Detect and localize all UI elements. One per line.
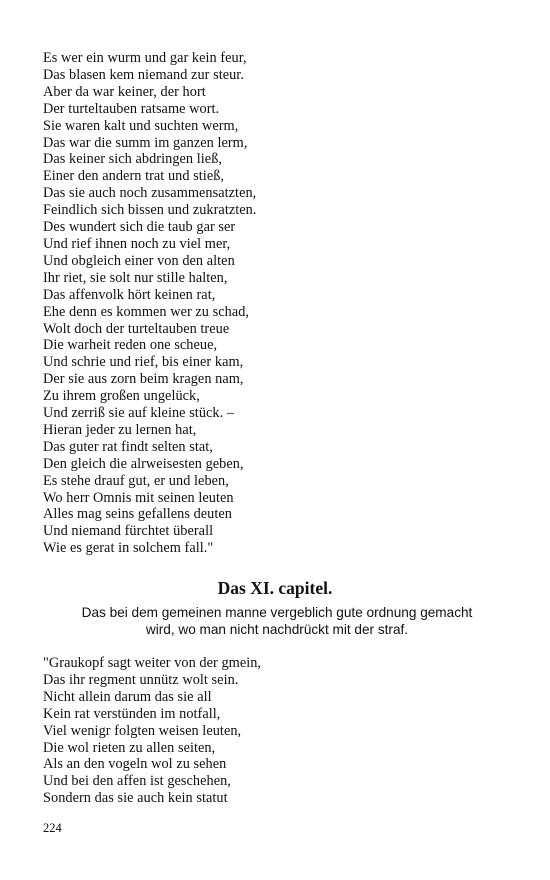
verse-line: Feindlich sich bissen und zukratzten. bbox=[43, 202, 257, 219]
verse-line: Das affenvolk hört keinen rat, bbox=[43, 286, 216, 303]
verse-line: Hieran jeder zu lernen hat, bbox=[43, 421, 197, 438]
verse-line: Das sie auch noch zusammensatzten, bbox=[43, 185, 257, 202]
verse-line: Das ihr regment unnütz wolt sein. bbox=[43, 671, 239, 688]
verse-line: Die warheit reden one scheue, bbox=[43, 337, 218, 354]
verse-line: Die wol rieten zu allen seiten, bbox=[43, 739, 216, 756]
verse-line: Kein rat verstünden im notfall, bbox=[43, 705, 221, 722]
verse-line: Das blasen kem niemand zur steur. bbox=[43, 66, 244, 83]
verse-line: "Graukopf sagt weiter von der gmein, bbox=[43, 655, 262, 671]
verse-line: Das war die summ im ganzen lerm, bbox=[43, 134, 248, 151]
verse-line: Wolt doch der turteltauben treue bbox=[43, 320, 230, 337]
verse-line: Und schrie und rief, bis einer kam, bbox=[43, 354, 244, 371]
verse-block-bottom bbox=[43, 655, 513, 807]
verse-line: Der sie aus zorn beim kragen nam, bbox=[43, 371, 244, 388]
verse-line: Ehe denn es kommen wer zu schad, bbox=[43, 303, 250, 320]
chapter-title: Das XI. capitel. bbox=[217, 578, 333, 598]
verse-line: Und niemand fürchtet überall bbox=[43, 523, 214, 540]
chapter-summary-line: Das bei dem gemeinen manne vergeblich gute ordnung gemacht bbox=[81, 605, 473, 620]
verse-line: Es wer ein wurm und gar kein feur, bbox=[43, 50, 247, 66]
verse-line: Und bei den affen ist geschehen, bbox=[43, 773, 231, 790]
verse-line: Den gleich die alrweisesten geben, bbox=[43, 455, 244, 472]
verse-line: Wie es gerat in solchem fall." bbox=[43, 540, 214, 557]
verse-line: Wo herr Omnis mit seinen leuten bbox=[43, 489, 234, 506]
verse-line: Des wundert sich die taub gar ser bbox=[43, 219, 236, 236]
verse-line: Und zerriß sie auf kleine stück. – bbox=[43, 405, 235, 422]
verse-line: Zu ihrem großen ungelück, bbox=[43, 388, 200, 405]
verse-line: Es stehe drauf gut, er und leben, bbox=[43, 472, 229, 489]
verse-line: Das keiner sich abdringen ließ, bbox=[43, 151, 223, 168]
verse-block-top bbox=[43, 50, 513, 557]
page-number: 224 bbox=[43, 821, 62, 835]
verse-line: Als an den vogeln wol zu sehen bbox=[43, 756, 227, 773]
verse-line: Viel wenigr folgten weisen leuten, bbox=[43, 722, 242, 739]
verse-line: Der turteltauben ratsame wort. bbox=[43, 100, 220, 117]
verse-line: Und obgleich einer von den alten bbox=[43, 252, 235, 269]
verse-line: Nicht allein darum das sie all bbox=[43, 688, 212, 705]
verse-line: Alles mag seins gefallens deuten bbox=[43, 506, 232, 523]
verse-line: Sie waren kalt und suchten werm, bbox=[43, 117, 239, 134]
verse-line: Aber da war keiner, der hort bbox=[43, 83, 206, 100]
verse-line: Ihr riet, sie solt nur stille halten, bbox=[43, 269, 228, 286]
chapter-summary bbox=[45, 604, 509, 638]
verse-line: Und rief ihnen noch zu viel mer, bbox=[43, 235, 231, 252]
verse-line: Sondern das sie auch kein statut bbox=[43, 790, 228, 807]
chapter-summary-line: wird, wo man nicht nachdrückt mit der straf. bbox=[145, 622, 409, 637]
verse-line: Das guter rat findt selten stat, bbox=[43, 438, 213, 455]
verse-line: Einer den andern trat und stieß, bbox=[43, 168, 225, 185]
